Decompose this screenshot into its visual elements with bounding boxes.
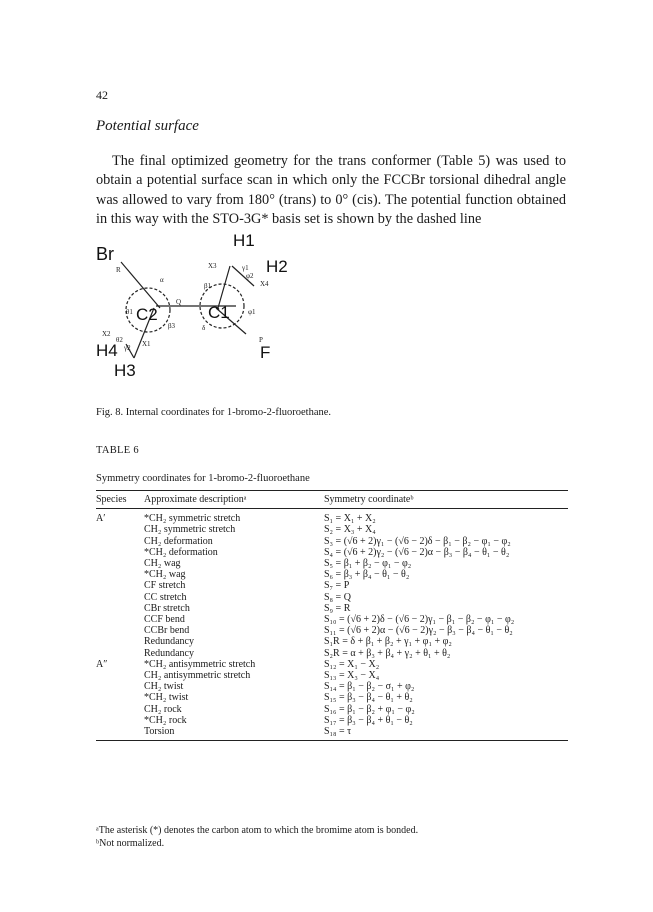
table-row bbox=[96, 715, 568, 726]
cell-description: Redundancy bbox=[144, 636, 194, 648]
table-row bbox=[96, 636, 568, 647]
cell-description: CBr stretch bbox=[144, 602, 190, 614]
cell-species: A″ bbox=[96, 658, 108, 670]
cell-coordinate: S₇ = P bbox=[324, 580, 350, 592]
label-x2: X2 bbox=[102, 330, 111, 338]
body-paragraph: The final optimized geometry for the trans conformer (Table 5) was used to obtain a potential surface scan in which only the FCCBr torsional dihedral angle was allowed to vary from 180° (trans) to 0° (cis). The potential function obtained in this way with the STO-3G* basis set is shown by the dashed line bbox=[96, 153, 566, 227]
table-title: Symmetry coordinates for 1-bromo-2-fluoroethane bbox=[96, 473, 310, 484]
atom-br: Br bbox=[96, 244, 114, 264]
atom-h1: H1 bbox=[233, 231, 255, 250]
table-row bbox=[96, 704, 568, 715]
label-q: Q bbox=[176, 298, 182, 306]
cell-description: CH₂ rock bbox=[144, 703, 182, 715]
cell-coordinate: S₂ = X₃ + X₄ bbox=[324, 524, 376, 536]
atom-c1: C1 bbox=[208, 303, 230, 322]
cell-species bbox=[96, 536, 144, 547]
table-row bbox=[96, 648, 568, 659]
label-alpha: α bbox=[160, 276, 164, 284]
cell-coordinate: S₈ = Q bbox=[324, 591, 351, 603]
label-phi2: φ2 bbox=[246, 272, 254, 280]
label-p: P bbox=[259, 336, 263, 344]
table-row bbox=[96, 547, 568, 558]
cell-description: Redundancy bbox=[144, 647, 194, 659]
cell-coordinate: S₄ = (√6 + 2)γ₂ − (√6 − 2)α − β₃ − β₄ − θ₁ − θ₂ bbox=[324, 546, 510, 558]
table-header-row bbox=[96, 491, 568, 509]
table-row bbox=[96, 670, 568, 681]
cell-species bbox=[96, 592, 144, 603]
figure-caption: Fig. 8. Internal coordinates for 1-bromo-2-fluoroethane. bbox=[96, 407, 332, 418]
h1-bond bbox=[218, 266, 230, 308]
cell-description: *CH₂ rock bbox=[144, 714, 187, 726]
table-row bbox=[96, 536, 568, 547]
table-row bbox=[96, 580, 568, 591]
cell-coordinate: S₁₃ = X₃ − X₄ bbox=[324, 670, 380, 682]
header-species: Species bbox=[96, 491, 144, 509]
cell-coordinate: S₁₇ = β₃ − β₄ + θ₁ − θ₂ bbox=[324, 714, 413, 726]
table-row bbox=[96, 681, 568, 692]
cell-species bbox=[96, 681, 144, 692]
cell-description: CH₂ wag bbox=[144, 558, 181, 570]
header-description: Approximate descriptionᵃ bbox=[144, 491, 324, 509]
table-row bbox=[96, 524, 568, 535]
label-theta2: θ2 bbox=[116, 336, 123, 344]
symmetry-table bbox=[96, 490, 568, 741]
cell-species bbox=[96, 692, 144, 703]
cell-description: CCF bend bbox=[144, 614, 185, 626]
label-beta1: β1 bbox=[204, 282, 212, 290]
cell-coordinate: S₁ = X₁ + X₂ bbox=[324, 513, 376, 525]
cell-coordinate: S₁₈ = τ bbox=[324, 726, 568, 741]
atom-h3: H3 bbox=[114, 361, 136, 380]
cell-description: CH₂ twist bbox=[144, 681, 184, 693]
table-body bbox=[96, 509, 568, 741]
table-row bbox=[96, 592, 568, 603]
label-x4: X4 bbox=[260, 280, 269, 288]
label-x1: X1 bbox=[142, 340, 151, 348]
footnote-b: ᵇNot normalized. bbox=[96, 838, 165, 849]
cell-description: CH₂ deformation bbox=[144, 535, 213, 547]
cell-species bbox=[96, 648, 144, 659]
cell-description: *CH₂ antisymmetric stretch bbox=[144, 658, 256, 670]
header-coordinate: Symmetry coordinateᵇ bbox=[324, 491, 568, 509]
atom-h2: H2 bbox=[266, 257, 288, 276]
cell-coordinate: S₉ = R bbox=[324, 602, 351, 614]
label-r: R bbox=[116, 266, 121, 274]
label-gamma1: γ1 bbox=[242, 264, 249, 272]
atom-f: F bbox=[260, 343, 271, 362]
cell-description: *CH₂ wag bbox=[144, 569, 186, 581]
cell-species bbox=[96, 580, 144, 591]
cell-species bbox=[96, 625, 144, 636]
cell-coordinate: S₃ = (√6 + 2)γ₁ − (√6 − 2)δ − β₁ − β₂ − φ₁ − φ₂ bbox=[324, 535, 511, 547]
br-bond bbox=[121, 262, 160, 308]
table-label: TABLE 6 bbox=[96, 445, 139, 456]
cell-coordinate: S₁₁ = (√6 + 2)α − (√6 − 2)γ₂ − β₃ − β₄ − θ₁ − θ₂ bbox=[324, 625, 513, 637]
cell-coordinate: S₁₅ = β₃ − β₄ − θ₁ + θ₂ bbox=[324, 692, 413, 704]
cell-description: *CH₂ symmetric stretch bbox=[144, 513, 241, 525]
label-phi1: φ1 bbox=[248, 308, 256, 316]
atom-c2: C2 bbox=[136, 305, 158, 324]
label-gamma2: γ2 bbox=[124, 344, 131, 352]
table-row bbox=[96, 659, 568, 670]
table-row bbox=[96, 614, 568, 625]
cell-description: *CH₂ twist bbox=[144, 692, 189, 704]
cell-description: CC stretch bbox=[144, 591, 187, 603]
label-x3: X3 bbox=[208, 262, 217, 270]
cell-coordinate: S₅ = β₁ + β₂ − φ₁ − φ₂ bbox=[324, 558, 412, 570]
section-title: Potential surface bbox=[96, 118, 199, 134]
cell-species bbox=[96, 569, 144, 580]
cell-species bbox=[96, 670, 144, 681]
cell-species bbox=[96, 715, 144, 726]
table-row bbox=[96, 558, 568, 569]
cell-coordinate: S₂R = α + β₃ + β₄ + γ₂ + θ₁ + θ₂ bbox=[324, 647, 451, 659]
molecule-diagram bbox=[96, 222, 336, 402]
cell-description: CH₂ antisymmetric stretch bbox=[144, 670, 251, 682]
cell-species bbox=[96, 636, 144, 647]
label-delta: δ bbox=[202, 324, 206, 332]
cell-coordinate: S₆ = β₃ + β₄ − θ₁ − θ₂ bbox=[324, 569, 410, 581]
cell-coordinate: S₁₄ = β₁ − β₂ − σ₁ + φ₂ bbox=[324, 681, 415, 693]
cell-species bbox=[96, 614, 144, 625]
atom-h4: H4 bbox=[96, 341, 118, 360]
label-beta3: β3 bbox=[168, 322, 176, 330]
cell-description: *CH₂ deformation bbox=[144, 546, 218, 558]
cell-coordinate: S₁R = δ + β₁ + β₂ + γ₁ + φ₁ + φ₂ bbox=[324, 636, 452, 648]
label-theta1: θ1 bbox=[126, 308, 133, 316]
footnote-a: ᵃThe asterisk (*) denotes the carbon atom to which the bromime atom is bonded. bbox=[96, 825, 419, 836]
cell-species bbox=[96, 603, 144, 614]
cell-species: A′ bbox=[96, 513, 106, 525]
cell-species bbox=[96, 558, 144, 569]
cell-species bbox=[96, 547, 144, 558]
page-number: 42 bbox=[96, 88, 108, 102]
cell-species bbox=[96, 726, 144, 741]
table bbox=[96, 490, 568, 741]
table-row bbox=[96, 692, 568, 703]
cell-coordinate: S₁₆ = β₁ − β₂ + φ₁ − φ₂ bbox=[324, 703, 415, 715]
cell-description: CH₂ symmetric stretch bbox=[144, 524, 236, 536]
table-row bbox=[96, 509, 568, 525]
cell-description: CCBr bend bbox=[144, 625, 190, 637]
table-row bbox=[96, 569, 568, 580]
cell-description: CF stretch bbox=[144, 580, 186, 592]
table-row bbox=[96, 726, 568, 741]
cell-coordinate: S₁₀ = (√6 + 2)δ − (√6 − 2)γ₁ − β₁ − β₂ − φ₁ − φ₂ bbox=[324, 614, 515, 626]
cell-species bbox=[96, 524, 144, 535]
cell-coordinate: S₁₂ = X₁ − X₂ bbox=[324, 658, 380, 670]
cell-description: Torsion bbox=[144, 726, 324, 741]
table-row bbox=[96, 625, 568, 636]
cell-species bbox=[96, 704, 144, 715]
table-row bbox=[96, 603, 568, 614]
